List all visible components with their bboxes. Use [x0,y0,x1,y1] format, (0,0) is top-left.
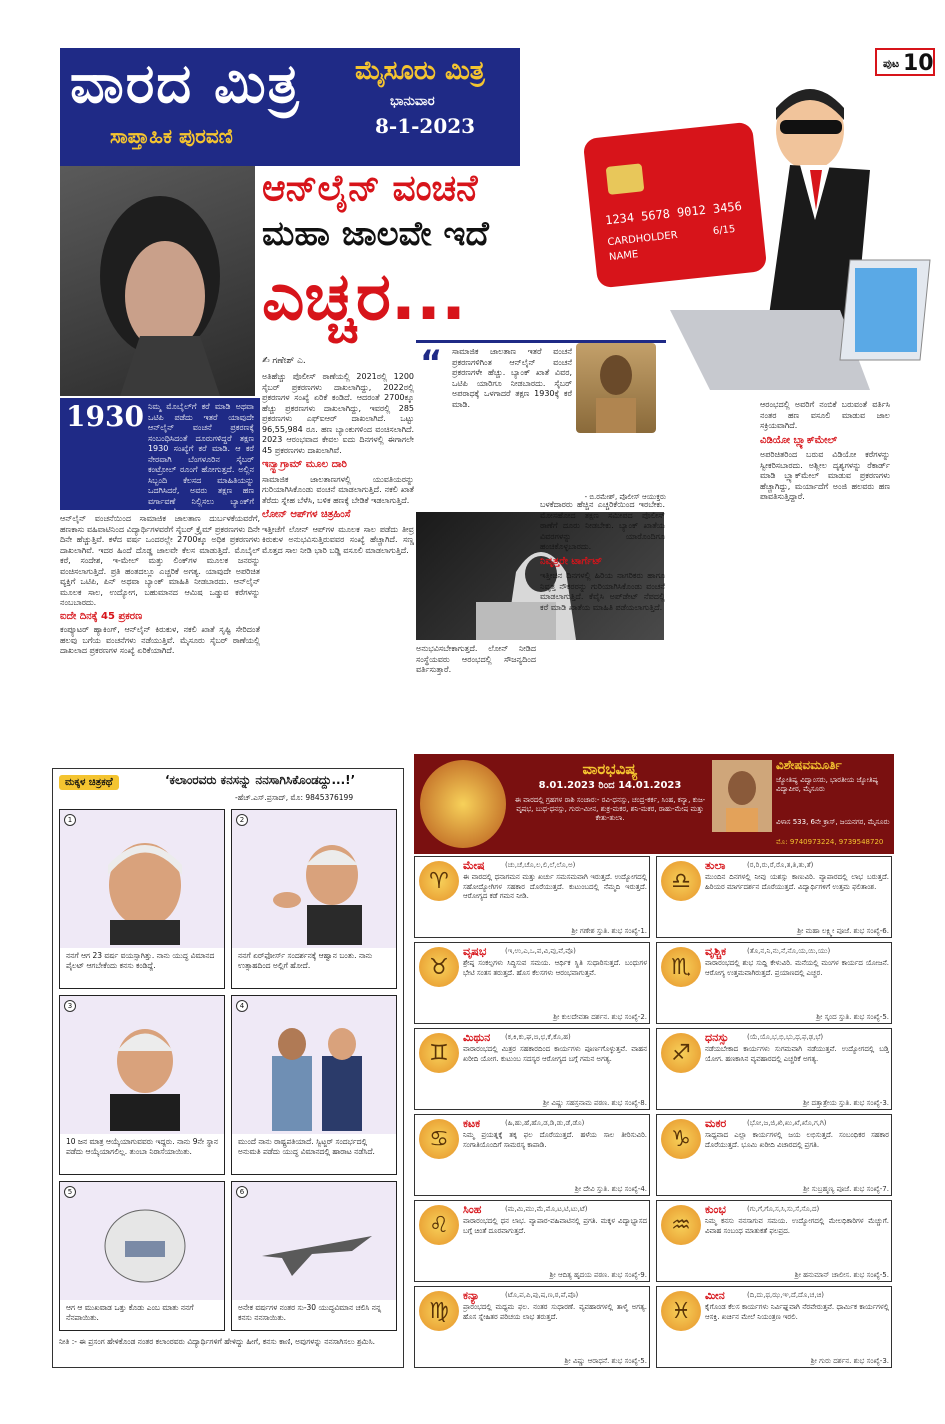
sign-letters: (ಕ,ಕಿ,ಕು,ಘ,ಙ,ಛ,ಕೆ,ಕೊ,ಹ) [505,1033,571,1041]
subhead-45-cases: ಐದೇ ದಿನಕ್ಕೆ 45 ಪ್ರಕರಣ [60,610,143,622]
sign-name: ಕಟಕ [463,1117,481,1130]
cancer-icon: ♋ [419,1119,459,1159]
pilot-helmet-icon [80,1196,210,1296]
card-valid: 6/15 [712,223,736,238]
sign-foot: ಶ್ರೀ ಮಹಾ ಲಕ್ಷ್ಮೀ ಪೂಜೆ. ಶುಭ ಸಂಖ್ಯೆ-6. [797,927,889,935]
sign-letters: (ಯೆ,ಯೊ,ಭ,ಭಿ,ಭು,ಧ,ಫ,ಢ,ಭೆ) [747,1033,824,1041]
sign-leo [414,1200,650,1282]
officers-icon [252,1016,382,1131]
author-name: ಗಣೇಶ್ ಎ. [272,356,306,366]
sign-foot: ಶ್ರೀ ದತ್ತಾತ್ರೇಯ ಸ್ತುತಿ. ಶುಭ ಸಂಖ್ಯೆ-3. [803,1099,889,1107]
kalam-speaking-icon [252,830,382,945]
paper-name: ಮೈಸೂರು ಮಿತ್ರ [355,56,485,86]
panel-caption: 10 ಜನ ಮಾತ್ರ ಆಯ್ಕೆಯಾಗುವವರು ಇದ್ದರು. ನಾನು 9ನೇ ಸ್ಥಾನ ಪಡೆದು ಆಯ್ಕೆಯಾಗಲಿಲ್ಲ. ತುಂಬಾ ನಿರಾಸೆಯಾಯಿತು. [60,1134,225,1175]
sign-letters: (ಗು,ಗೆ,ಗೊ,ಸ,ಸಿ,ಸು,ಸೆ,ಸೊ,ದ) [747,1205,820,1213]
sign-text: ವಾರಾರಂಭದಲ್ಲಿ ಶುಭ ಸುದ್ದಿ ಕೇಳುವಿರಿ. ಮನೆಯಲ್ಲಿ ಮಂಗಳ ಕಾರ್ಯದ ಯೋಜನೆ. ಆರೋಗ್ಯ ಉತ್ತಮವಾಗಿರುತ್ತದೆ. ಪ್ರಯಾಣದಲ್ಲಿ ಎಚ್ಚರ. [705,959,889,977]
sign-gemini [414,1028,650,1110]
lead-dropcap: 1930 [66,400,144,433]
masthead-subtitle: ಸಾಪ್ತಾಹಿಕ ಪುರವಣಿ [110,124,233,148]
card-number: 1234 5678 9012 3456 [604,199,743,228]
sign-virgo [414,1286,650,1368]
sign-text: ಮುಂದಿನ ದಿನಗಳಲ್ಲಿ ನೀವು ಯಶಸ್ಸು ಕಾಣುವಿರಿ. ವ್ಯಾಪಾರದಲ್ಲಿ ಲಾಭ ಬರುತ್ತದೆ. ಹಿರಿಯರ ಮಾರ್ಗದರ್ಶನ ದೊರೆಯುತ್ತದೆ. ವಿದ್ಯಾರ್ಥಿಗಳಿಗೆ ಉತ್ತಮ ಫಲಿತಾಂಶ. [705,873,889,891]
panel-number: 5 [64,1186,76,1198]
panel-number: 6 [236,1186,248,1198]
horoscope-intro: ಈ ವಾರದಲ್ಲಿ ಗ್ರಹಗಳ ರಾಶಿ ಸಂಚಾರ:- ರವಿ-ಧನಸ್ಸು, ಚಂದ್ರ-ಕರ್ಕ, ಸಿಂಹ, ಕನ್ಯಾ, ಕುಜ-ವೃಷಭ, ಬುಧ-ಧನಸ್ಸು, ಗುರು-ಮೀನ, ಶುಕ್ರ-ಮಕರ, ಶನಿ-ಮಕರ, ರಾಹು-ಮೇಷ ಮತ್ತು ಕೇತು-ತುಲಾ. [514,796,706,822]
sign-letters: (ಭೋ,ಜ,ಜಿ,ಖಿ,ಖು,ಖೆ,ಖೊ,ಗ,ಗಿ) [747,1119,827,1127]
article-col2b-text: ಸಾಮಾಜಿಕ ಜಾಲತಾಣಗಳಲ್ಲಿ ಯುವತಿಯರನ್ನು ಗುರಿಯಾಗಿಸಿಕೊಂಡು ವಂಚನೆ ಮಾಡಲಾಗುತ್ತಿದೆ. ನಕಲಿ ಖಾತೆ ತೆರೆದು ಸ್ನೇಹ ಬೆಳೆಸಿ, ಬಳಿಕ ಹಣಕ್ಕೆ ಬೇಡಿಕೆ ಇಡಲಾಗುತ್ತಿದೆ. [262,474,414,505]
sign-foot: ಶ್ರೀ ಹನುಮಾನ್ ಚಾಲೀಸ. ಶುಭ ಸಂಖ್ಯೆ-5. [794,1271,889,1279]
panel-caption: ಆಗ ಆ ಮುಖವಾಡ ಒತ್ತು ಕೊಡು ಎಂಬ ಮಾತು ನನಗೆ ನೆನಪಾಯಿತು. [60,1300,225,1331]
article-col5b-text: ಅಪರಿಚಿತರಿಂದ ಬರುವ ವಿಡಿಯೋ ಕರೆಗಳನ್ನು ಸ್ವೀಕರಿಸಬಾರದು. ಅಶ್ಲೀಲ ದೃಶ್ಯಗಳನ್ನು ರೆಕಾರ್ಡ್ ಮಾಡಿ ಬ್ಲ್ಯಾಕ್‌ಮೇಲ್ ಮಾಡುವ ಪ್ರಕರಣಗಳು ಹೆಚ್ಚಾಗಿದ್ದು, ಮರ್ಯಾದೆಗೆ ಅಂಜಿ ಹಲವರು ಹಣ ಪಾವತಿಸುತ್ತಿದ್ದಾರೆ. [760,450,890,501]
horoscope-grid [414,856,894,1368]
woman-icon [60,166,255,396]
sign-name: ಮೇಷ [463,859,485,872]
sign-name: ವೃಷಭ [463,945,487,958]
gemini-icon: ♊ [419,1033,459,1073]
kalam-portrait-icon [80,830,210,945]
panel-number: 1 [64,814,76,826]
article-col5 [760,400,890,750]
quote-attribution: - ಬಿ.ರಮೇಶ್, ಪೊಲೀಸ್ ಆಯುಕ್ತರು [584,493,666,501]
masthead [60,48,520,166]
sign-foot: ಶ್ರೀ ವಿಷ್ಣು ಆರಾಧನೆ. ಶುಭ ಸಂಖ್ಯೆ-5. [564,1357,647,1365]
comic-credit: -ಹೆಚ್.ಎಸ್.ಪ್ರಸಾದ್, ಮೊ: 9845376199 [235,793,354,802]
astrologer-desc: ಜ್ಯೋತಿಷ್ಯ ವಿದ್ವಾಂಸರು, ಭಾರತೀಯ ಜ್ಯೋತಿಷ್ಯ ವಿದ್ಯಾಪೀಠ, ಮೈಸೂರು [776,776,879,793]
sign-letters: (ರ,ರಿ,ರು,ರೆ,ರೊ,ತ,ತಿ,ತು,ತೆ) [747,861,814,869]
sign-name: ಮಕರ [705,1117,727,1130]
scorpio-icon: ♏ [661,947,701,987]
sign-name: ಕುಂಭ [705,1203,726,1216]
pisces-icon: ♓ [661,1291,701,1331]
sign-letters: (ತೊ,ನ,ನಿ,ನು,ನೆ,ನೊ,ಯ,ಯಿ,ಯು) [747,947,831,955]
sign-text: ನಿಮ್ಮ ಕನಸು ನನಸಾಗುವ ಸಮಯ. ಉದ್ಯೋಗದಲ್ಲಿ ಮೇಲಧಿಕಾರಿಗಳ ಮೆಚ್ಚುಗೆ. ವಿವಾಹ ಸಂಬಂಧ ಮಾತುಕತೆ ಫಲಪ್ರದ. [705,1217,889,1235]
comic-panel-1 [59,809,225,989]
thief-illustration [640,60,940,400]
sign-letters: (ಇ,ಉ,ಎ,ಒ,ವ,ವಿ,ವು,ವೆ,ವೊ) [505,947,576,955]
sign-foot: ಶ್ರೀ ಸ್ಕಂದ ಸ್ತುತಿ. ಶುಭ ಸಂಖ್ಯೆ-5. [816,1013,889,1021]
subhead-instagram: ಇನ್ಸ್ಟಾಗ್ರಾಮ್ ಮೂಲ ದಾರಿ [262,459,347,470]
astrologer-icon [712,760,772,832]
article-col4-text: ಬಳಕೆದಾರರು ಹೆಚ್ಚಿನ ಎಚ್ಚರಿಕೆಯಿಂದ ಇರಬೇಕು. ಮೋಸಹೋದ ತಕ್ಷಣ ಸಮೀಪದ ಪೊಲೀಸ್ ಠಾಣೆಗೆ ದೂರು ನೀಡಬೇಕು. ಬ್ಯಾಂಕ್ ಖಾತೆಯ ವಿವರಗಳನ್ನು ಯಾರೊಂದಿಗೂ ಹಂಚಿಕೊಳ್ಳಬಾರದು. [540,500,665,551]
sign-scorpio [656,942,892,1024]
sign-letters: (ಹಿ,ಹು,ಹೆ,ಹೊ,ಡ,ಡಿ,ಡು,ಡೆ,ಡೊ) [505,1119,585,1127]
article-col5-text: ಆರಂಭದಲ್ಲಿ ಅವರಿಗೆ ನಂಬಿಕೆ ಬರುವಂತೆ ವರ್ತಿಸಿ ನಂತರ ಹಣ ವಸೂಲಿ ಮಾಡುವ ಜಾಲ ಸಕ್ರಿಯವಾಗಿದೆ. [760,400,890,430]
sign-name: ವೃಶ್ಚಿಕ [705,945,727,958]
sign-name: ತುಲಾ [705,859,726,872]
article-col1b-text: ಕಂಪ್ಯೂಟರ್ ಹ್ಯಾಕಿಂಗ್, ಆನ್‌ಲೈನ್ ಕಿರುಕುಳ, ನಕಲಿ ಖಾತೆ ಸೃಷ್ಟಿ ಸೇರಿದಂತೆ ಹಲವು ಬಗೆಯ ವಂಚನೆಗಳು ನಡೆಯುತ್ತಿವೆ. ಮೈಸೂರು ಸೈಬರ್ ಠಾಣೆಯಲ್ಲಿ ದಾಖಲಾದ ಪ್ರಕರಣಗಳ ಸಂಖ್ಯೆ ಏರಿಕೆಯಾಗಿದೆ. [60,625,260,655]
sign-letters: (ಟೊ,ಪ,ಪಿ,ಪು,ಷ,ಣ,ಠ,ಪೆ,ಪೊ) [505,1291,579,1299]
panel-caption: ನನಗೆ ಏರ್‌ಫೋರ್ಸ್ ಸಂದರ್ಶನಕ್ಕೆ ಆಹ್ವಾನ ಬಂತು. ನಾನು ಉತ್ಸಾಹದಿಂದ ಅಲ್ಲಿಗೆ ಹೋದೆ. [232,948,397,989]
horoscope-header [414,754,894,854]
quote-mark-icon: “ [420,343,443,383]
page-label: ಪುಟ [883,57,900,70]
sign-text: ಶ್ರೇಷ್ಠ ಸಂಕಲ್ಪಗಳು ಸಿದ್ಧಿಸುವ ಸಮಯ. ಆರ್ಥಿಕ ಸ್ಥಿತಿ ಸುಧಾರಿಸುತ್ತದೆ. ಬಂಧುಗಳ ಭೇಟಿ ಸಂತಸ ತರುತ್ತದೆ. ಹೊಸ ಕೆಲಸಗಳು ಆರಂಭವಾಗುತ್ತವೆ. [463,959,647,977]
card-holder-name: NAME [608,249,639,264]
sign-text: ವಾರಾರಂಭದಲ್ಲಿ ಮಿತ್ರರ ಸಹಕಾರದಿಂದ ಕಾರ್ಯಗಳು ಪೂರ್ಣಗೊಳ್ಳುತ್ತವೆ. ವಾಹನ ಖರೀದಿ ಯೋಗ. ಕುಟುಂಬ ಸದಸ್ಯರ ಆರೋಗ್ಯದ ಬಗ್ಗೆ ಗಮನ ಅಗತ್ಯ. [463,1045,647,1063]
card-holder: CARDHOLDER [607,229,679,249]
sagittarius-icon: ♐ [661,1033,701,1073]
leo-icon: ♌ [419,1205,459,1245]
sign-sagittarius [656,1028,892,1110]
sign-pisces [656,1286,892,1368]
sign-aries [414,856,650,938]
byline [262,356,306,366]
fighter-jet-icon [252,1196,382,1296]
article-col1-text: ಆನ್‌ಲೈನ್ ವಂಚನೆಯಿಂದ ಸಾಮಾಜಿಕ ಜಾಲತಾಣ ದುರ್ಬಳಕೆಯವರೆಗೆ, ಹಣಕಾಸು ವಹಿವಾಟಿನಿಂದ ವಿದ್ಯಾರ್ಥಿಗಳವರೆಗೆ ಸೈಬರ್ ಕ್ರೈಮ್ ಪ್ರಕರಣಗಳು ದಿನೇ ದಿನೇ ಹೆಚ್ಚುತ್ತಿವೆ. ಕಳೆದ ವರ್ಷ ಒಂದರಲ್ಲೇ 2700ಕ್ಕೂ ಅಧಿಕ ಪ್ರಕರಣಗಳು ದಾಖಲಾಗಿವೆ. ಇದರ ಹಿಂದೆ ದೊಡ್ಡ ಜಾಲವೇ ಕೆಲಸ ಮಾಡುತ್ತಿದೆ. ಮೊಬೈಲ್ ಕರೆ, ಸಂದೇಶ, ಇ-ಮೇಲ್ ಮತ್ತು ಲಿಂಕ್‌ಗಳ ಮೂಲಕ ಜನರನ್ನು ವಂಚಿಸಲಾಗುತ್ತಿದೆ. ಪ್ರತಿ ಹಂತದಲ್ಲೂ ಎಚ್ಚರಿಕೆ ಅಗತ್ಯ. ಯಾವುದೇ ಅಪರಿಚಿತ ವ್ಯಕ್ತಿಗೆ ಒಟಿಪಿ, ಪಿನ್ ಅಥವಾ ಬ್ಯಾಂಕ್ ಮಾಹಿತಿ ನೀಡಬಾರದು. ಆನ್‌ಲೈನ್ ಮೂಲಕ ಸಾಲ, ಉದ್ಯೋಗ, ಬಹುಮಾನದ ಆಮಿಷ ಒಡ್ಡುವ ಕರೆಗಳನ್ನು ನಂಬಬಾರದು. [60,514,260,607]
officer-icon [576,343,656,433]
sign-foot: ಶ್ರೀ ದೇವಿ ಸ್ತುತಿ. ಶುಭ ಸಂಖ್ಯೆ-4. [574,1185,647,1193]
quote-text: ಸಾಮಾಜಿಕ ಜಾಲತಾಣ ಇತರೆ ವಂಚನೆ ಪ್ರಕರಣಗಳಿಗಿಂತ ಆನ್‌ಲೈನ್ ವಂಚನೆ ಪ್ರಕರಣಗಳೇ ಹೆಚ್ಚು. ಬ್ಯಾಂಕ್ ಖಾತೆ ವಿವರ, ಒಟಿಪಿ ಯಾರಿಗೂ ನೀಡಬಾರದು. ಸೈಬರ್ ಅಪರಾಧಕ್ಕೆ ಒಳಗಾದರೆ ತಕ್ಷಣ 1930ಕ್ಕೆ ಕರೆ ಮಾಡಿ. [452,347,572,409]
sign-letters: (ದಿ,ದು,ಥ,ಝ,ಞ,ದೆ,ದೊ,ಚ,ಚಿ) [747,1291,824,1299]
article-col4b-text: ಇತ್ತೀಚಿನ ದಿನಗಳಲ್ಲಿ ಹಿರಿಯ ನಾಗರಿಕರು ಹಾಗೂ ನಿವೃತ್ತ ನೌಕರರನ್ನು ಗುರಿಯಾಗಿಸಿಕೊಂಡು ವಂಚನೆ ಮಾಡಲಾಗುತ್ತಿದೆ. ಕೆವೈಸಿ ಅಪ್‌ಡೇಟ್ ನೆಪದಲ್ಲಿ ಕರೆ ಮಾಡಿ ಖಾತೆಯ ಮಾಹಿತಿ ಪಡೆಯಲಾಗುತ್ತಿದೆ. [540,571,665,612]
panel-caption: ಅನೇಕ ವರ್ಷಗಳ ನಂತರ ಸು-30 ಯುದ್ಧವಿಮಾನ ಚಲಿಸಿ ನನ್ನ ಕನಸು ನನಸಾಯಿತು. [232,1300,397,1331]
page-number: 10 [903,51,934,76]
astrologer-phone: ಮೊ: 9740973224, 9739548720 [776,838,884,846]
comic-panel-6 [231,1181,397,1331]
sign-taurus [414,942,650,1024]
sign-text: ಈ ವಾರದಲ್ಲಿ ಧನಾಗಮನ ಮತ್ತು ಖರ್ಚು ಸಮಸಮವಾಗಿ ಇರುತ್ತದೆ. ಉದ್ಯೋಗದಲ್ಲಿ ಸಹೋದ್ಯೋಗಿಗಳ ಸಹಕಾರ ದೊರೆಯುತ್ತದೆ. ಕುಟುಂಬದಲ್ಲಿ ನೆಮ್ಮದಿ ಇರುತ್ತದೆ. ಆರೋಗ್ಯದ ಕಡೆ ಗಮನ ನೀಡಿ. [463,873,647,901]
lead-box [60,398,260,516]
zodiac-wheel-icon [420,760,506,848]
sign-foot: ಶ್ರೀ ಗಣೇಶ ಸ್ತುತಿ. ಶುಭ ಸಂಖ್ಯೆ-1. [571,927,647,935]
comic-panel-3 [59,995,225,1175]
sign-foot: ಶ್ರೀ ಕುಲದೇವತಾ ದರ್ಶನ. ಶುಭ ಸಂಖ್ಯೆ-2. [553,1013,647,1021]
comic-moral: ನೀತಿ :- ಈ ಪ್ರಸಂಗ ಹೇಳಿಕೊಂಡ ನಂತರ ಕಲಾಂರವರು ವಿದ್ಯಾರ್ಥಿಗಳಿಗೆ ಹೇಳಿದ್ದು ಹೀಗೆ, ಕನಸು ಕಾಣಿ, ಅವುಗಳನ್ನು ನನಸಾಗಿಸಲು ಶ್ರಮಿಸಿ. [59,1337,375,1346]
lead-text: ನಿಮ್ಮ ಮೊಬೈಲ್‌ಗೆ ಕರೆ ಮಾಡಿ ಅಥವಾ ಒಟಿಪಿ ಪಡೆದು ಇತರೆ ಯಾವುದೇ ಆನ್‌ಲೈನ್ ವಂಚನೆ ಪ್ರಕರಣಕ್ಕೆ ಸಂಬಂಧಿಸಿದಂತೆ ದೂರುಗಳಿದ್ದರೆ ತಕ್ಷಣ 1930 ಸಂಖ್ಯೆಗೆ ಕರೆ ಮಾಡಿ. ಆ ಕರೆ ನೇರವಾಗಿ ಬೆಂಗಳೂರಿನ ಸೈಬರ್ ಕಂಟ್ರೋಲ್ ರೂಂಗೆ ಹೋಗುತ್ತದೆ. ಅಲ್ಲಿನ ಸಿಬ್ಬಂದಿ ಕೆಲಸದ ಮಾಹಿತಿಯನ್ನು ಒದಗಿಸಿದರೆ, ಅವರು ತಕ್ಷಣ ಹಣ ವರ್ಗಾವಣೆ ನಿಲ್ಲಿಸಲು ಬ್ಯಾಂಕ್‌ಗೆ ತಿಳಿಸುತ್ತಾರೆ. [147,402,254,516]
capricorn-icon: ♑ [661,1119,701,1159]
sign-letters: (ಮ,ಮಿ,ಮು,ಮೆ,ಮೊ,ಟ,ಟಿ,ಟು,ಟೆ) [505,1205,588,1213]
panel-number: 4 [236,1000,248,1012]
horoscope-dates: 8.01.2023 ರಿಂದ 14.01.2023 [538,780,682,791]
article-col2-text: ಅತಿಹೆಚ್ಚು ಪೊಲೀಸ್ ಠಾಣೆಯಲ್ಲಿ 2021ರಲ್ಲಿ 1200 ಸೈಬರ್ ಪ್ರಕರಣಗಳು ದಾಖಲಾಗಿದ್ದು, 2022ರಲ್ಲಿ ಪ್ರಕರಣಗಳ ಸಂಖ್ಯೆ ಏರಿಕೆ ಕಂಡಿದೆ. ಆದರಂತೆ 2700ಕ್ಕೂ ಹೆಚ್ಚು ಪ್ರಕರಣಗಳು ದಾಖಲಾಗಿದ್ದು, ಇವರಲ್ಲಿ 285 ಪ್ರಕರಣಗಳು ಎಫ್‌ಐಆರ್ ದಾಖಲಾಗಿದೆ. ಒಟ್ಟು 96,55,984 ರೂ. ಹಣ ಬ್ಯಾಂಕುಗಳಿಂದ ವಂಚಿಸಲಾಗಿದೆ. 2023 ಆರಂಭವಾದ ಕೇವಲ ಐದು ದಿನಗಳಲ್ಲಿ ಈಗಾಗಲೇ 45 ಪ್ರಕರಣಗಳು ದಾಖಲಾಗಿವೆ. [262,372,414,455]
taurus-icon: ♉ [419,947,459,987]
kalam-sad-icon [80,1016,210,1131]
comic-section-label: ಮಕ್ಕಳ ಚಿತ್ರಕಥೆ [59,775,119,790]
sign-capricorn [656,1114,892,1196]
sign-text: ನಡೆಯಬೇಕಾದ ಕಾರ್ಯಗಳು ಸುಗಮವಾಗಿ ನಡೆಯುತ್ತವೆ. ಉದ್ಯೋಗದಲ್ಲಿ ಬಡ್ತಿ ಯೋಗ. ಹಣಕಾಸಿನ ವ್ಯವಹಾರದಲ್ಲಿ ಎಚ್ಚರಿಕೆ ಅಗತ್ಯ. [705,1045,889,1063]
sign-libra [656,856,892,938]
comic-section [52,768,404,1368]
headline-line1: ಆನ್‌ಲೈನ್ ವಂಚನೆ [262,168,478,209]
sign-name: ಧನಸ್ಸು [705,1031,729,1044]
issue-date: 8-1-2023 [375,114,476,138]
sign-foot: ಶ್ರೀ ವಿಷ್ಣು ಸಹಸ್ರನಾಮ ಪಠಣ. ಶುಭ ಸಂಖ್ಯೆ-8. [543,1099,647,1107]
subhead-loan-apps: ಲೋನ್ ಆಪ್‌ಗಳ ಚಿತ್ರಹಿಂಸೆ [262,509,351,520]
astrologer-photo [712,760,772,832]
panel-caption: ಮುಂದೆ ನಾನು ರಾಷ್ಟ್ರಪತಿಯಾದೆ. ಸ್ವಿಟ್ಜರ್ ಸಂದರ್ಭದಲ್ಲಿ ಅನುಮತಿ ಪಡೆದು ಯುದ್ಧ ವಿಮಾನದಲ್ಲಿ ಹಾರಾಟ ನಡೆಸಿದೆ. [232,1134,397,1175]
subhead-video-blackmail: ವಿಡಿಯೋ ಬ್ಲ್ಯಾಕ್‌ಮೇಲ್ [760,434,838,446]
sign-name: ಮೀನ [705,1289,725,1302]
issue-day: ಭಾನುವಾರ [390,94,435,109]
sign-letters: (ಚು,ಚೆ,ಚೊ,ಲ,ಲಿ,ಲೆ,ಲೊ,ಅ) [505,861,576,869]
panel-number: 3 [64,1000,76,1012]
sign-foot: ಶ್ರೀ ಗುರು ದರ್ಶನ. ಶುಭ ಸಂಖ್ಯೆ-3. [810,1357,889,1365]
article-col3: ಅನುಭವಿಸಬೇಕಾಗುತ್ತದೆ. ಲೋನ್ ನೀಡಿದ ಸಂಸ್ಥೆಯವರು ಆರಂಭದಲ್ಲಿ ಸೌಜನ್ಯದಿಂದ ವರ್ತಿಸುತ್ತಾರೆ. [416,644,536,674]
comic-panel-5 [59,1181,225,1331]
sign-cancer [414,1114,650,1196]
pen-icon: ✍ [262,356,273,366]
astrologer-address: ವಿಳಾಸ 533, 6ನೇ ಕ್ರಾಸ್, ಜಯನಗರ, ಮೈಸೂರು [776,818,890,826]
sign-name: ಕನ್ಯಾ [463,1289,480,1302]
article-col2c-text: ಇತ್ತೀಚೆಗೆ ಲೋನ್ ಆಪ್‌ಗಳ ಮೂಲಕ ಸಾಲ ಪಡೆದು ತೀವ್ರ ಕಿರುಕುಳ ಅನುಭವಿಸುತ್ತಿರುವವರ ಸಂಖ್ಯೆ ಹೆಚ್ಚಾಗಿದೆ. ಸಣ್ಣ ಮೊತ್ತದ ಸಾಲ ನೀಡಿ ಭಾರಿ ಬಡ್ಡಿ ವಸೂಲಿ ಮಾಡಲಾಗುತ್ತಿದೆ. [262,524,414,555]
virgo-icon: ♍ [419,1291,459,1331]
police-quote-box [416,340,666,510]
comic-title: ‘ಕಲಾಂರವರು ಕನಸನ್ನು ನನಸಾಗಿಸಿಕೊಂಡದ್ದು...!’ [165,773,356,787]
comic-panel-4 [231,995,397,1175]
sign-text: ನಿಮ್ಮ ಪ್ರಯತ್ನಕ್ಕೆ ತಕ್ಕ ಫಲ ದೊರೆಯುತ್ತದೆ. ಹಳೆಯ ಸಾಲ ತೀರಿಸುವಿರಿ. ಸಂಗಾತಿಯೊಂದಿಗೆ ಸಾಮರಸ್ಯ ಕಾಪಾಡಿ. [463,1131,647,1149]
sign-foot: ಶ್ರೀ ಸುಬ್ರಹ್ಮಣ್ಯ ಪೂಜೆ. ಶುಭ ಸಂಖ್ಯೆ-7. [803,1185,889,1193]
horoscope-title: ವಾರಭವಿಷ್ಯ [582,760,638,778]
sign-name: ಮಿಥುನ [463,1031,491,1044]
libra-icon: ♎ [661,861,701,901]
subhead-retired: ನಿವೃತ್ತರೇ ಟಾರ್ಗೆಟ್ [540,555,603,567]
sign-text: ಕೈಗೊಂಡ ಕೆಲಸ ಕಾರ್ಯಗಳು ನಿರ್ವಿಘ್ನವಾಗಿ ನೆರವೇರುತ್ತವೆ. ಧಾರ್ಮಿಕ ಕಾರ್ಯಗಳಲ್ಲಿ ಆಸಕ್ತಿ. ಖರ್ಚಿನ ಮೇಲೆ ನಿಯಂತ್ರಣ ಇರಲಿ. [705,1303,889,1321]
aries-icon: ♈ [419,861,459,901]
headline-line3: ಎಚ್ಚರ... [262,258,467,335]
article-col2 [262,372,414,752]
sign-name: ಸಿಂಹ [463,1203,482,1216]
sign-foot: ಶ್ರೀ ಆದಿತ್ಯ ಹೃದಯ ಪಠಣ. ಶುಭ ಸಂಖ್ಯೆ-9. [549,1271,647,1279]
comic-panel-2 [231,809,397,989]
card-chip-icon [606,163,645,195]
sign-text: ಸಾಧ್ಯವಾದ ಎಲ್ಲಾ ಕಾರ್ಯಗಳಲ್ಲಿ ಜಯ ಲಭಿಸುತ್ತದೆ. ಸಂಬಂಧಿಕರ ಸಹಕಾರ ದೊರೆಯುತ್ತದೆ. ಭೂಮಿ ಖರೀದಿ ವಿಚಾರದಲ್ಲಿ ಪ್ರಗತಿ. [705,1131,889,1149]
astrologer-name: ವಿಶೇಷವಮೂರ್ತಿ [776,758,842,772]
panel-number: 2 [236,814,248,826]
sign-text: ಪ್ರಾರಂಭದಲ್ಲಿ ಮಧ್ಯಮ ಫಲ. ನಂತರ ಸುಧಾರಣೆ. ವ್ಯವಹಾರಗಳಲ್ಲಿ ತಾಳ್ಮೆ ಅಗತ್ಯ. ಹೊಸ ಸ್ನೇಹಿತರ ಪರಿಚಯ ಲಾಭ ತರುತ್ತದೆ. [463,1303,647,1321]
aquarius-icon: ♒ [661,1205,701,1245]
panel-caption: ನನಗೆ ಆಗ 23 ವರ್ಷ ವಯಸ್ಸಾಗಿತ್ತು. ನಾನು ಯುದ್ಧ ವಿಮಾನದ ಪೈಲಟ್ ಆಗಬೇಕೆಂದು ಕನಸು ಕಂಡಿದ್ದೆ. [60,948,225,989]
sign-text: ವಾರಾರಂಭದಲ್ಲಿ ಧನ ಲಾಭ. ವ್ಯಾಪಾರ-ವಹಿವಾಟಿನಲ್ಲಿ ಪ್ರಗತಿ. ಮಕ್ಕಳ ವಿದ್ಯಾಭ್ಯಾಸದ ಬಗ್ಗೆ ಚಿಂತೆ ದೂರವಾಗುತ್ತದೆ. [463,1217,647,1235]
headline-line2: ಮಹಾ ಜಾಲವೇ ಇದೆ [262,214,489,254]
article-col1 [60,514,260,746]
police-officer-photo [576,343,656,433]
sign-aquarius [656,1200,892,1282]
masthead-title: ವಾರದ ಮಿತ್ರ [70,52,301,115]
article-col4 [540,500,665,750]
woman-crying-photo [60,166,255,396]
